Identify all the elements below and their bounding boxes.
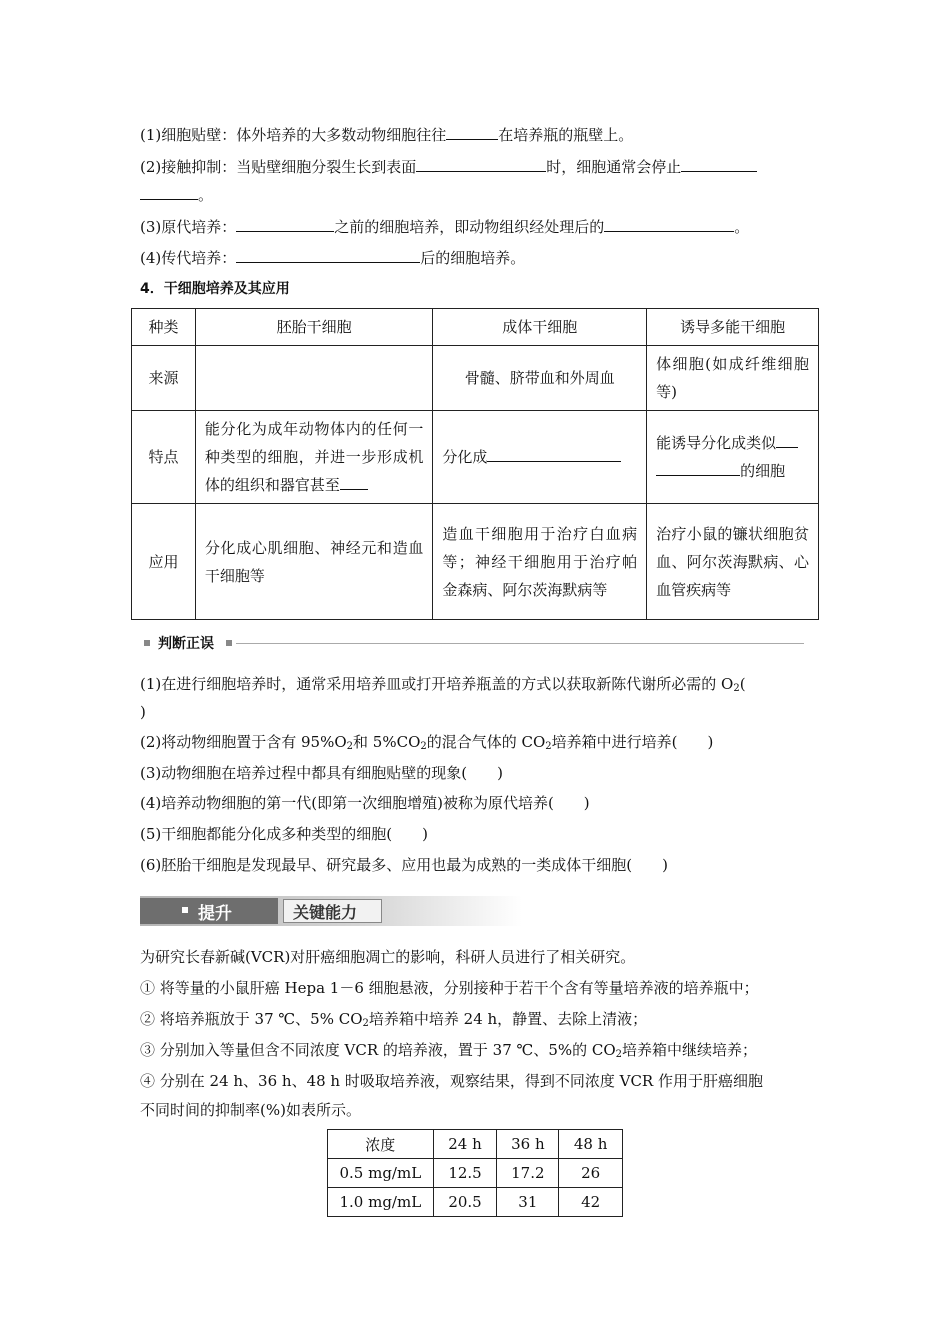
answer-blank xyxy=(416,157,546,172)
fill-item-3 xyxy=(140,216,749,238)
study-step-2 xyxy=(140,1008,647,1030)
table-header-row xyxy=(132,309,819,346)
answer-blank xyxy=(446,125,498,140)
judge-item-2 xyxy=(140,731,713,753)
table-cell: 42 xyxy=(559,1188,623,1217)
judge-item-5: (5)干细胞都能分化成多种类型的细胞( ) xyxy=(140,825,428,843)
table-header-row xyxy=(328,1130,623,1159)
answer-blank xyxy=(681,157,757,172)
stem-cell-table xyxy=(131,308,819,620)
subscript: 2 xyxy=(733,683,740,694)
table-row xyxy=(328,1159,623,1188)
step-text: ② 将培养瓶放于 37 ℃、5% CO xyxy=(140,1010,363,1028)
table-cell xyxy=(433,411,647,504)
row-label: 应用 xyxy=(132,504,196,620)
judge-text: 培养箱中进行培养( ) xyxy=(551,733,714,751)
judge-section-title: 判断正误 xyxy=(158,636,214,652)
judge-text: (2)将动物细胞置于含有 95%O xyxy=(140,733,347,751)
fill-item-2-text: (2)接触抑制：当贴壁细胞分裂生长到表面 xyxy=(140,158,417,176)
table-cell: 造血干细胞用于治疗白血病等；神经干细胞用于治疗帕金森病、阿尔茨海默病等 xyxy=(433,504,647,620)
answer-blank xyxy=(236,217,334,232)
square-bullet-icon xyxy=(144,640,150,646)
fill-item-1-text: (1)细胞贴壁：体外培养的大多数动物细胞往往 xyxy=(140,126,447,144)
judge-item-3: (3)动物细胞在培养过程中都具有细胞贴壁的现象( ) xyxy=(140,764,503,782)
answer-blank xyxy=(140,185,198,200)
subscript: 2 xyxy=(545,741,552,752)
judge-item-4: (4)培养动物细胞的第一代(即第一次细胞增殖)被称为原代培养( ) xyxy=(140,794,590,812)
study-step-1: ① 将等量的小鼠肝癌 Hepa 1－6 细胞悬液，分别接种于若干个含有等量培养液的培养瓶中； xyxy=(140,979,759,997)
table-row xyxy=(132,411,819,504)
table-cell xyxy=(647,411,819,504)
judge-item-1-cont xyxy=(140,701,146,723)
table-cell: 12.5 xyxy=(433,1159,497,1188)
table-cell: 1.0 mg/mL xyxy=(328,1188,434,1217)
answer-blank xyxy=(604,217,734,232)
table-cell xyxy=(195,411,432,504)
subscript: 2 xyxy=(420,741,427,752)
key-ability-banner xyxy=(140,896,522,926)
table-header: 48 h xyxy=(559,1130,623,1159)
fill-item-4-text: (4)传代培养： xyxy=(140,249,237,267)
table-header: 浓度 xyxy=(328,1130,434,1159)
table-cell xyxy=(195,346,432,411)
fill-item-3-text-end: 。 xyxy=(734,218,750,236)
table-row xyxy=(132,346,819,411)
step-text: 培养箱中继续培养； xyxy=(622,1041,758,1059)
table-cell: 31 xyxy=(497,1188,559,1217)
fill-item-2-cont xyxy=(140,184,213,206)
subscript: 2 xyxy=(362,1018,369,1029)
table-cell: 0.5 mg/mL xyxy=(328,1159,434,1188)
fill-item-2-text-end: 。 xyxy=(198,186,214,204)
table-cell: 20.5 xyxy=(433,1188,497,1217)
judge-text: 和 5%CO xyxy=(353,733,421,751)
subscript: 2 xyxy=(346,741,354,752)
cell-text: 能诱导分化成类似 xyxy=(656,434,777,452)
table-cell: 治疗小鼠的镰状细胞贫血、阿尔茨海默病、心血管疾病等 xyxy=(647,504,819,620)
table-cell: 26 xyxy=(559,1159,623,1188)
answer-blank xyxy=(656,461,740,476)
table-header: 成体干细胞 xyxy=(433,309,647,346)
judge-section-header xyxy=(140,633,804,653)
table-cell: 体细胞(如成纤维细胞等) xyxy=(647,346,819,411)
table-cell: 分化成心肌细胞、神经元和造血干细胞等 xyxy=(195,504,432,620)
cell-text: 的细胞 xyxy=(740,462,786,480)
section-4-title: 4．干细胞培养及其应用 xyxy=(140,281,290,297)
fill-item-4-text-end: 后的细胞培养。 xyxy=(420,249,526,267)
table-row xyxy=(328,1188,623,1217)
banner-subtitle: 关键能力 xyxy=(293,903,358,922)
table-cell: 骨髓、脐带血和外周血 xyxy=(433,346,647,411)
table-cell: 17.2 xyxy=(497,1159,559,1188)
fill-item-1 xyxy=(140,124,633,146)
banner-title: 提升 xyxy=(198,904,232,924)
table-header: 36 h xyxy=(497,1130,559,1159)
fill-item-3-text-mid: 之前的细胞培养，即动物组织经处理后的 xyxy=(334,218,605,236)
square-bullet-icon xyxy=(226,640,232,646)
fill-item-2 xyxy=(140,156,757,178)
judge-text: 的混合气体的 CO xyxy=(426,733,546,751)
subscript: 2 xyxy=(615,1049,623,1060)
fill-item-3-text: (3)原代培养： xyxy=(140,218,237,236)
table-header: 种类 xyxy=(132,309,196,346)
judge-text: ( xyxy=(739,675,746,693)
table-header: 24 h xyxy=(433,1130,497,1159)
judge-text: ) xyxy=(140,703,146,721)
answer-blank xyxy=(340,475,368,490)
answer-blank xyxy=(487,447,621,462)
study-step-3 xyxy=(140,1039,757,1061)
fill-item-1-text-end: 在培养瓶的瓶壁上。 xyxy=(498,126,634,144)
inhibition-rate-table xyxy=(327,1129,623,1217)
study-step-4-cont: 不同时间的抑制率(%)如表所示。 xyxy=(140,1101,361,1119)
table-header: 诱导多能干细胞 xyxy=(647,309,819,346)
study-intro: 为研究长春新碱(VCR)对肝癌细胞凋亡的影响，科研人员进行了相关研究。 xyxy=(140,948,636,966)
judge-item-1 xyxy=(140,673,746,695)
answer-blank xyxy=(776,433,798,448)
step-text: ③ 分别加入等量但含不同浓度 VCR 的培养液，置于 37 ℃、5%的 CO xyxy=(140,1041,616,1059)
cell-text: 能分化为成年动物体内的任何一种类型的细胞，并进一步形成机体的组织和器官甚至 xyxy=(204,420,424,494)
step-text: 培养箱中培养 24 h，静置、去除上清液； xyxy=(368,1010,648,1028)
study-step-4: ④ 分别在 24 h、36 h、48 h 时吸取培养液，观察结果，得到不同浓度 VCR 作用于肝癌细胞 xyxy=(140,1072,763,1090)
judge-item-6: (6)胚胎干细胞是发现最早、研究最多、应用也最为成熟的一类成体干细胞( ) xyxy=(140,856,668,874)
cell-text: 分化成 xyxy=(442,448,488,466)
row-label: 来源 xyxy=(132,346,196,411)
fill-item-4 xyxy=(140,247,525,269)
fill-item-2-text-mid: 时，细胞通常会停止 xyxy=(546,158,682,176)
table-row xyxy=(132,504,819,620)
table-header: 胚胎干细胞 xyxy=(195,309,432,346)
judge-text: (1)在进行细胞培养时，通常采用培养皿或打开培养瓶盖的方式以获取新陈代谢所必需的 O xyxy=(140,675,734,693)
answer-blank xyxy=(236,248,420,263)
section-divider xyxy=(236,643,804,644)
square-bullet-icon xyxy=(182,907,188,913)
row-label: 特点 xyxy=(132,411,196,504)
